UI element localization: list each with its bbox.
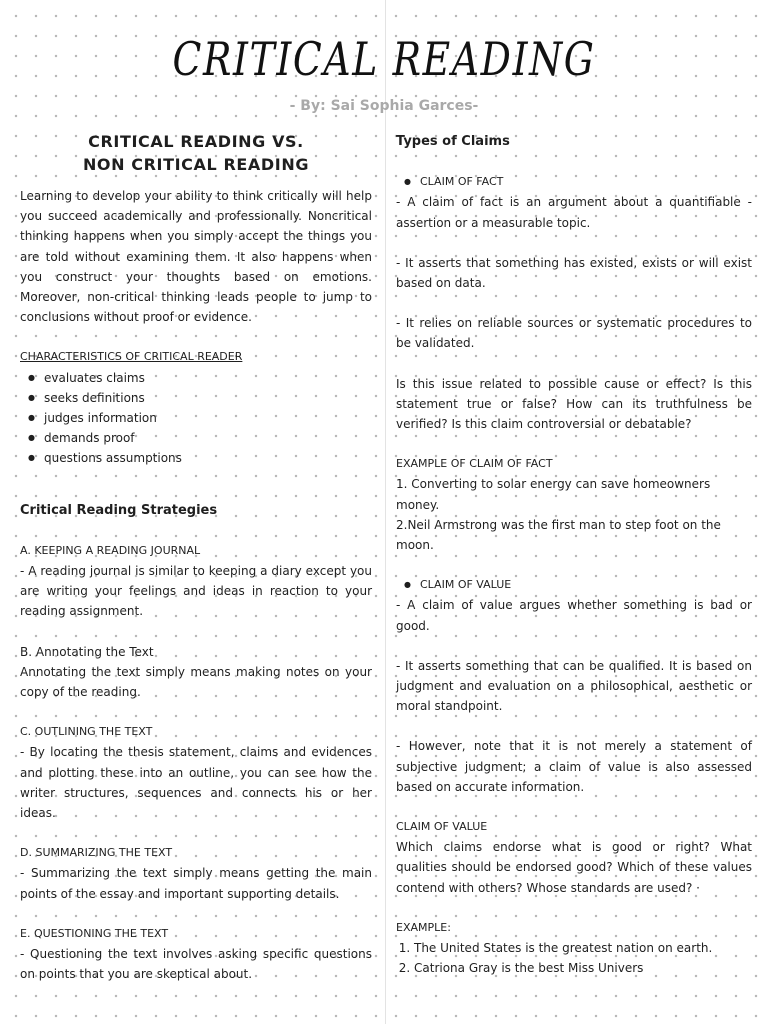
value-paragraph-4: Which claims endorse what is good or right? What qualities should be endorsed good? Which of these values contend with others? Whose standards are used? · — [396, 840, 752, 895]
fact-example-heading: EXAMPLE OF CLAIM OF FACT — [396, 457, 553, 471]
list-item: ● seeks definitions — [20, 388, 372, 408]
intro-paragraph: Learning to develop your ability to think critically will help you succeed academically and professionally. Noncritical thinking happens when you simply accept the things you are told without examining them. It also happens when you construct your thoughts based on emotions. Moreover, non-critical thinking leads people to jump to conclusions without proof or evidence. — [20, 189, 372, 325]
list-item: ● demands proof — [20, 428, 372, 448]
claims-heading: Types of Claims — [396, 134, 510, 149]
fact-example-1: 1. Converting to solar energy can save homeowners money. — [396, 477, 711, 512]
column-divider — [385, 0, 386, 1024]
strategy-text: Annotating the text simply means making notes on your copy of the reading. — [20, 664, 372, 700]
list-item: 1. The United States is the greatest nation on earth. — [414, 938, 752, 958]
strategies-heading: Critical Reading Strategies — [20, 502, 218, 518]
strategy-title: A. KEEPING A READING JOURNAL — [20, 543, 201, 557]
strategy-title: E. QUESTIONING THE TEXT — [20, 926, 169, 940]
list-item: ● judges information — [20, 408, 372, 428]
strategy-b — [20, 642, 372, 703]
section-heading-line1: CRITICAL READING VS. — [88, 132, 304, 151]
strategy-text: - By locating the thesis statement, claims and evidences and plotting these into an outline, you can see how the writer structures, sequences and connects his or her ideas. — [20, 745, 372, 821]
characteristics-heading: CHARACTERISTICS OF CRITICAL READER — [20, 350, 243, 364]
list-item: ● evaluates claims — [20, 368, 372, 388]
value-heading-2: CLAIM OF VALUE — [396, 820, 488, 834]
value-bullet-list — [396, 575, 752, 595]
value-paragraph-3: - However, note that it is not merely a statement of subjective judgment; a claim of value is also assessed based on accurate information. — [396, 739, 752, 794]
strategy-text: - Questioning the text involves asking specific questions on points that you are skeptical about. — [20, 947, 372, 982]
left-column — [20, 130, 372, 985]
strategy-text: - Summarizing the text simply means getting the main points of the essay and important supporting details. — [20, 866, 372, 901]
fact-paragraph-4: Is this issue related to possible cause or effect? Is this statement true or false? How can its truthfulness be verified? Is this claim controversial or debatable? — [396, 376, 752, 432]
fact-paragraph-2: - It asserts that something has existed, exists or will exist based on data. — [396, 255, 752, 291]
list-item: 2. Catriona Gray is the best Miss Univers — [414, 958, 752, 978]
value-paragraph-1: - A claim of value argues whether something is bad or good. — [396, 598, 752, 633]
fact-paragraph-3: - It relies on reliable sources or systematic procedures to be validated. — [396, 316, 752, 351]
strategy-title: B. Annotating the Text — [20, 644, 154, 659]
list-item: ● questions assumptions — [20, 448, 372, 468]
author-byline: - By: Sai Sophia Garces- — [289, 98, 479, 114]
strategy-c — [20, 722, 372, 823]
strategy-text: - A reading journal is similar to keeping a diary except you are writing your feelings and ideas in reaction to your reading assignment. — [20, 564, 372, 619]
page-title: CRITICAL READING — [172, 32, 596, 86]
value-paragraph-2: - It asserts something that can be qualified. It is based on judgment and evaluation on a philosophical, aesthetic or moral standpoint. — [396, 658, 752, 714]
example-heading: EXAMPLE: — [396, 920, 451, 934]
strategy-title: C. OUTLINING THE TEXT — [20, 725, 153, 739]
strategy-d — [20, 843, 372, 904]
right-column — [396, 130, 752, 979]
claim-of-value-label: ● CLAIM OF VALUE — [396, 575, 752, 595]
fact-paragraph-1: - A claim of fact is an argument about a quantifiable - assertion or a measurable topic. — [396, 195, 752, 230]
fact-bullet-list — [396, 172, 752, 192]
claim-of-fact-label: ● CLAIM OF FACT — [396, 172, 752, 192]
section-heading-line2: NON CRITICAL READING — [82, 155, 310, 174]
characteristics-list — [20, 368, 372, 469]
strategy-e — [20, 924, 372, 985]
fact-example-2: 2.Neil Armstrong was the first man to step foot on the moon. — [396, 517, 721, 553]
value-examples-list — [396, 938, 752, 978]
strategy-a — [20, 541, 372, 622]
strategy-title: D. SUMMARIZING THE TEXT — [20, 846, 173, 860]
